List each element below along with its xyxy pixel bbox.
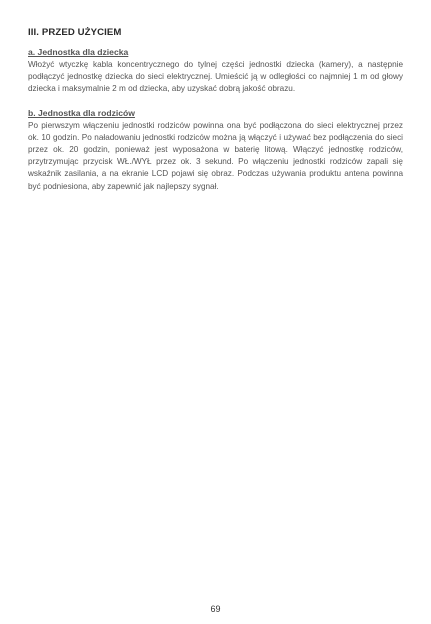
section-title: III. PRZED UŻYCIEM [28, 27, 122, 38]
subsection-child-unit [28, 47, 403, 96]
subsection-parent-unit [28, 108, 403, 193]
subsection-title-parent-unit: b. Jednostka dla rodziców [28, 107, 135, 118]
page-number: 69 [210, 604, 221, 614]
subsection-title-child-unit: a. Jednostka dla dziecka [28, 47, 129, 57]
paragraph-child-unit: Włożyć wtyczkę kabla koncentrycznego do tylnej części jednostki dziecka (kamery), a następnie podłączyć jednostkę dziecka do sieci elektrycznej. Umieścić ją w odległości co najmniej 1 m od głowy dziecka i maksymalnie 2 m od dziecka, aby uzyskać dobrą jakość obrazu. [28, 60, 403, 94]
paragraph-parent-unit: Po pierwszym włączeniu jednostki rodziców powinna ona być podłączona do sieci elektrycznej przez ok. 10 godzin. Po naładowaniu jednostki rodziców można ją włączyć i używać bez podłączenia do sieci przez ok. 20 godzin, ponieważ jest wyposażona w baterię litową. Włączyć jednostkę rodziców, przytrzymując przycisk WŁ./WYŁ przez ok. 3 sekund. Po włączeniu jednostki rodziców zapali się wskaźnik zasilania, a na ekranie LCD pojawi się obraz. Podczas używania produktu antena powinna być podniesiona, aby zapewnić jak najlepszy sygnał. [28, 120, 403, 191]
document-page [28, 27, 403, 205]
